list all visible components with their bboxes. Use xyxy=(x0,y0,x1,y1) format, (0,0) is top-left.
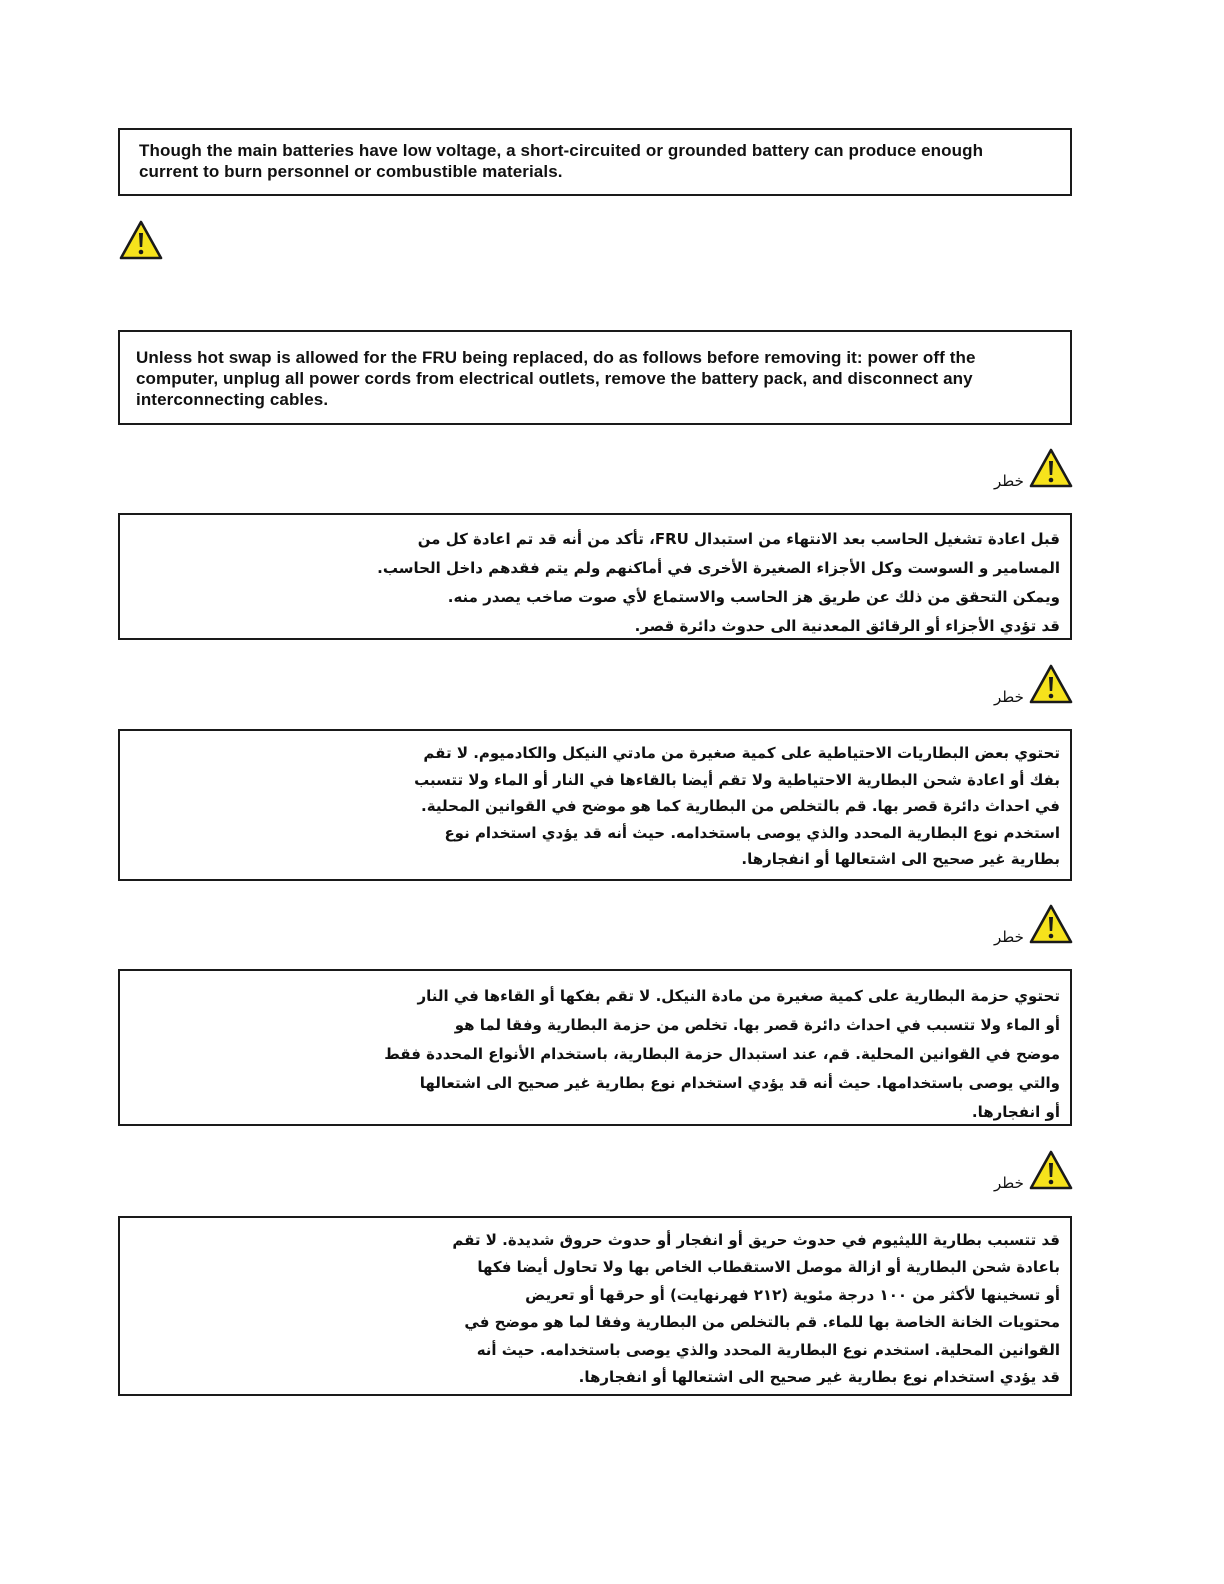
danger-line: قد تؤدي الأجزاء أو الرقائق المعدنية الى حدوث دائرة قصر. xyxy=(634,617,1060,635)
danger-label: خطر xyxy=(994,928,1024,946)
notice-line: computer, unplug all power cords from electrical outlets, remove the battery pack, and disconnect any xyxy=(136,369,973,388)
danger-line: ويمكن التحقق من ذلك عن طريق هز الحاسب والاستماع لأي صوت صاخب يصدر منه. xyxy=(447,588,1060,606)
notice-line: current to burn personnel or combustible materials. xyxy=(139,162,563,181)
notice-text xyxy=(136,347,1052,410)
danger-text xyxy=(130,740,1060,873)
danger-line: بفك أو اعادة شحن البطارية الاحتياطية ولا تقم أيضا بالقاءها في النار أو الماء ولا تتسبب xyxy=(414,770,1060,789)
danger-box-battery-pack xyxy=(118,969,1072,1126)
notice-line: interconnecting cables. xyxy=(136,390,329,409)
danger-text xyxy=(130,1227,1060,1391)
danger-line: بطارية غير صحيح الى اشتعالها أو انفجارها. xyxy=(741,850,1060,868)
notice-line: Though the main batteries have low voltage, a short-circuited or grounded battery can produce enough xyxy=(139,141,984,160)
danger-label: خطر xyxy=(994,472,1024,490)
danger-line: محتويات الخانة الخاصة بها للماء. قم بالتخلص من البطارية وفقا لما هو موضح في xyxy=(464,1313,1060,1332)
danger-line: أو الماء ولا تتسبب في احداث دائرة قصر بها. تخلص من حزمة البطارية وفقا لما هو xyxy=(454,1016,1060,1034)
danger-line: قد تتسبب بطارية الليثيوم في حدوث حريق أو انفجار أو حدوث حروق شديدة. لا تقم xyxy=(452,1231,1060,1249)
danger-line: قبل اعادة تشغيل الحاسب بعد الانتهاء من استبدال FRU، تأكد من أنه قد تم اعادة كل من xyxy=(417,530,1060,548)
danger-line: والتي يوصى باستخدامها. حيث أنه قد يؤدي استخدام نوع بطارية غير صحيح الى اشتعالها xyxy=(419,1074,1060,1092)
danger-line: باعادة شحن البطارية أو ازالة موصل الاستقطاب الخاص بها ولا تحاول أيضا فكها xyxy=(477,1258,1060,1277)
danger-box-screws xyxy=(118,513,1072,640)
danger-line: موضح في القوانين المحلية. قم، عند استبدال حزمة البطارية، باستخدام الأنواع المحددة فقط xyxy=(384,1045,1060,1063)
danger-text xyxy=(130,525,1060,641)
warning-triangle-icon xyxy=(1028,448,1074,488)
warning-triangle-icon xyxy=(118,220,164,260)
danger-line: تحتوي بعض البطاريات الاحتياطية على كمية صغيرة من مادتي النيكل والكادميوم. لا تقم xyxy=(423,744,1060,762)
danger-box-lithium-battery xyxy=(118,1216,1072,1396)
warning-triangle-icon xyxy=(1028,904,1074,944)
danger-line: المسامير و السوست وكل الأجزاء الصغيرة الأخرى في أماكنهم ولم يتم فقدهم داخل الحاسب. xyxy=(377,559,1060,577)
battery-short-circuit-notice xyxy=(118,128,1072,196)
danger-line: القوانين المحلية. استخدم نوع البطارية المحدد والذي يوصى باستخدامه. حيث أنه xyxy=(476,1340,1060,1359)
danger-line: قد يؤدي استخدام نوع بطارية غير صحيح الى اشتعالها أو انفجارها. xyxy=(578,1368,1060,1387)
danger-box-backup-battery xyxy=(118,729,1072,881)
danger-line: أو انفجارها. xyxy=(971,1103,1060,1121)
danger-text xyxy=(130,982,1060,1127)
danger-line: استخدم نوع البطارية المحدد والذي يوصى باستخدامه. حيث أنه قد يؤدي استخدام نوع xyxy=(444,823,1060,842)
warning-triangle-icon xyxy=(1028,1150,1074,1190)
notice-line: Unless hot swap is allowed for the FRU being replaced, do as follows before removing it: power off the xyxy=(136,348,976,367)
hot-swap-notice xyxy=(118,330,1072,425)
danger-line: تحتوي حزمة البطارية على كمية صغيرة من مادة النيكل. لا تقم بفكها أو القاءها في النار xyxy=(417,987,1060,1005)
warning-triangle-icon xyxy=(1028,664,1074,704)
danger-line: أو تسخينها لأكثر من ١٠٠ درجة مئوية (٢١٢ فهرنهايت) أو حرقها أو تعريض xyxy=(525,1285,1060,1304)
notice-text xyxy=(139,140,1052,182)
danger-label: خطر xyxy=(994,1174,1024,1192)
danger-line: في احداث دائرة قصر بها. قم بالتخلص من البطارية كما هو موضح في القوانين المحلية. xyxy=(421,797,1060,815)
danger-label: خطر xyxy=(994,688,1024,706)
